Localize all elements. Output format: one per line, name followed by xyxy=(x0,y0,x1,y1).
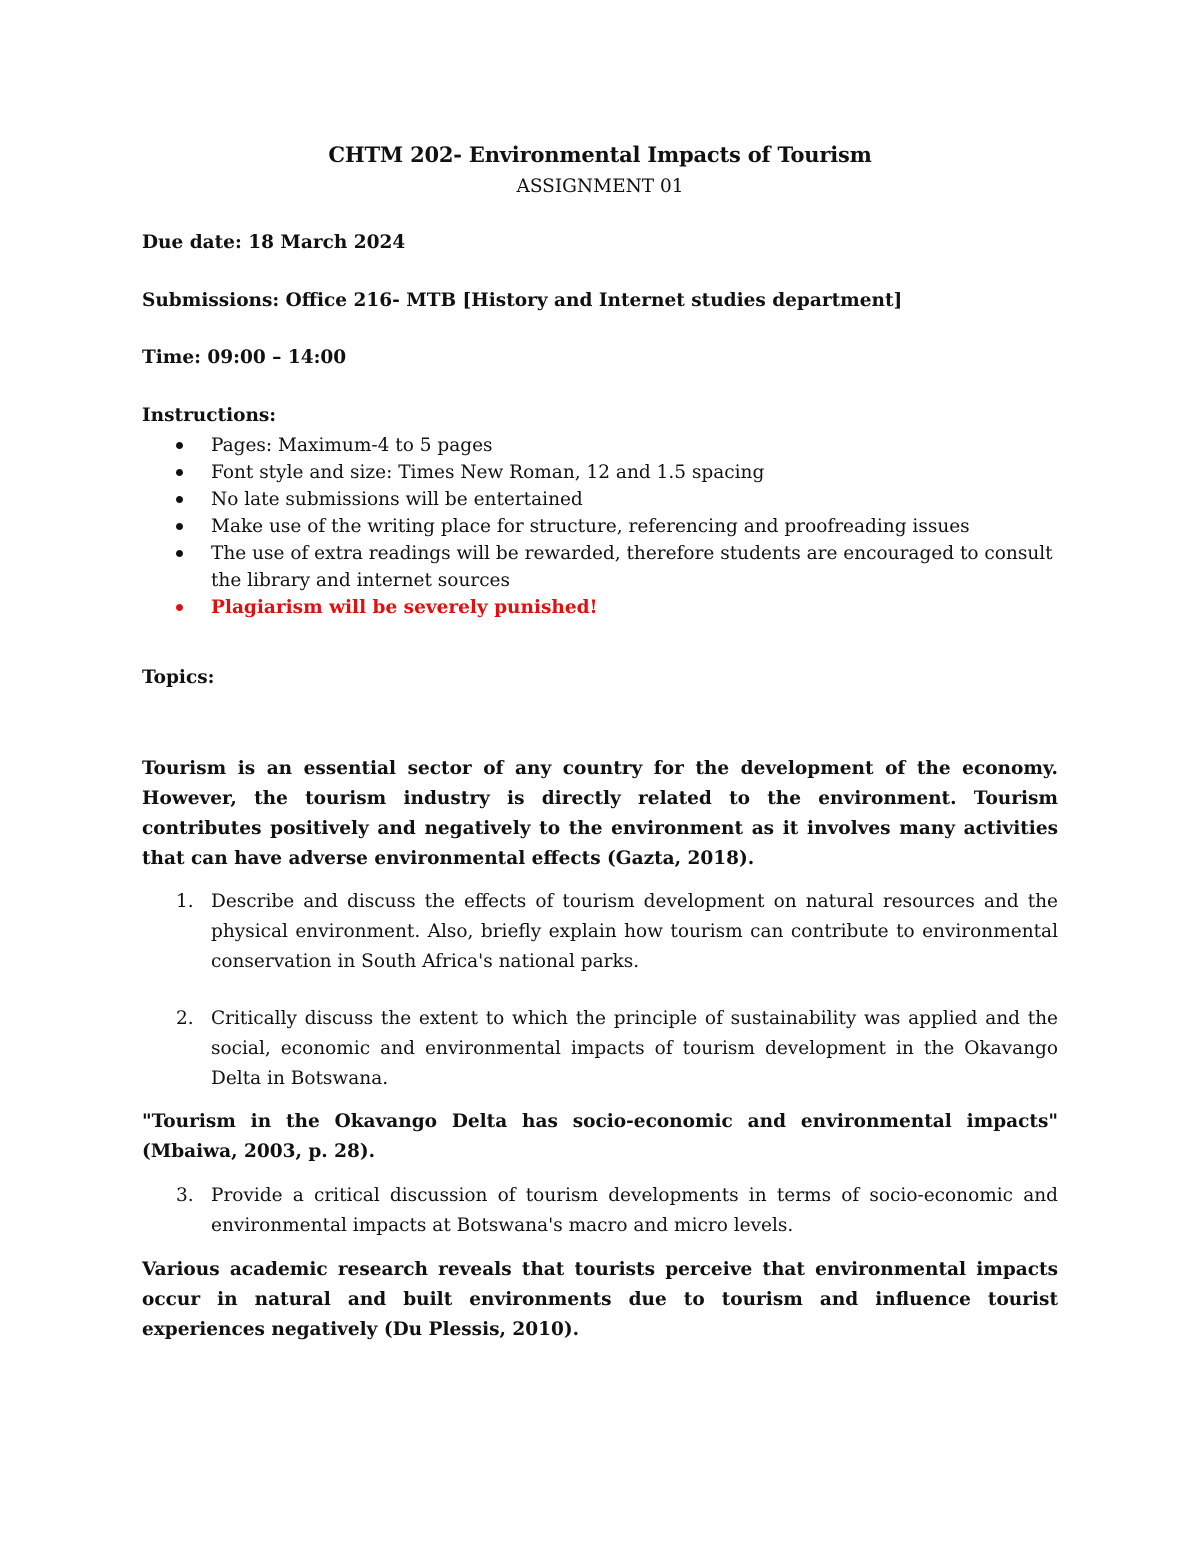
question-number: 3. xyxy=(176,1185,194,1206)
topics-heading: Topics: xyxy=(142,667,215,688)
bullet-icon xyxy=(176,496,183,503)
question-number: 1. xyxy=(176,891,194,912)
question-1 xyxy=(142,887,1058,977)
instructions-heading: Instructions: xyxy=(142,405,277,426)
instruction-item: Make use of the writing place for structure, referencing and proofreading issues xyxy=(142,513,1058,540)
document-subtitle: ASSIGNMENT 01 xyxy=(516,176,684,197)
okavango-quote: "Tourism in the Okavango Delta has socio-economic and environmental impacts" (Mbaiwa, 2003, p. 28). xyxy=(142,1111,1058,1162)
bullet-icon xyxy=(176,523,183,530)
instructions-list xyxy=(142,432,1058,621)
plagiarism-warning: Plagiarism will be severely punished! xyxy=(142,594,1058,621)
bullet-icon xyxy=(176,442,183,449)
question-text: Provide a critical discussion of tourism developments in terms of socio-economic and environmental impacts at Botswana's macro and micro levels. xyxy=(211,1185,1058,1236)
instruction-item: No late submissions will be entertained xyxy=(142,486,1058,513)
bullet-icon xyxy=(176,604,183,611)
document-title: CHTM 202- Environmental Impacts of Tourism xyxy=(328,142,872,167)
instruction-item: Pages: Maximum-4 to 5 pages xyxy=(142,432,1058,459)
due-date: Due date: 18 March 2024 xyxy=(142,232,406,253)
submissions-info: Submissions: Office 216- MTB [History and Internet studies department] xyxy=(142,290,903,311)
question-text: Critically discuss the extent to which the principle of sustainability was applied and the social, economic and environmental impacts of tourism development in the Okavango Delta in Botswana. xyxy=(211,1008,1058,1089)
instruction-item: Font style and size: Times New Roman, 12 and 1.5 spacing xyxy=(142,459,1058,486)
bullet-icon xyxy=(176,550,183,557)
question-2 xyxy=(142,1004,1058,1094)
question-number: 2. xyxy=(176,1008,194,1029)
topics-intro: Tourism is an essential sector of any country for the development of the economy. However, the tourism industry is directly related to the environment. Tourism contributes positively and negatively to the environment as it involves many activities that can have adverse environmental effects (Gazta, 2018). xyxy=(142,758,1058,869)
instruction-item: The use of extra readings will be rewarded, therefore students are encouraged to consult the library and internet sources xyxy=(142,540,1058,594)
closing-paragraph: Various academic research reveals that tourists perceive that environmental impacts occur in natural and built environments due to tourism and influence tourist experiences negatively (Du Plessis, 2010). xyxy=(142,1259,1058,1340)
time-info: Time: 09:00 – 14:00 xyxy=(142,347,347,368)
question-text: Describe and discuss the effects of tourism development on natural resources and the physical environment. Also, briefly explain how tourism can contribute to environmental conservation in South Africa's national parks. xyxy=(211,891,1058,972)
question-3 xyxy=(142,1181,1058,1241)
bullet-icon xyxy=(176,469,183,476)
